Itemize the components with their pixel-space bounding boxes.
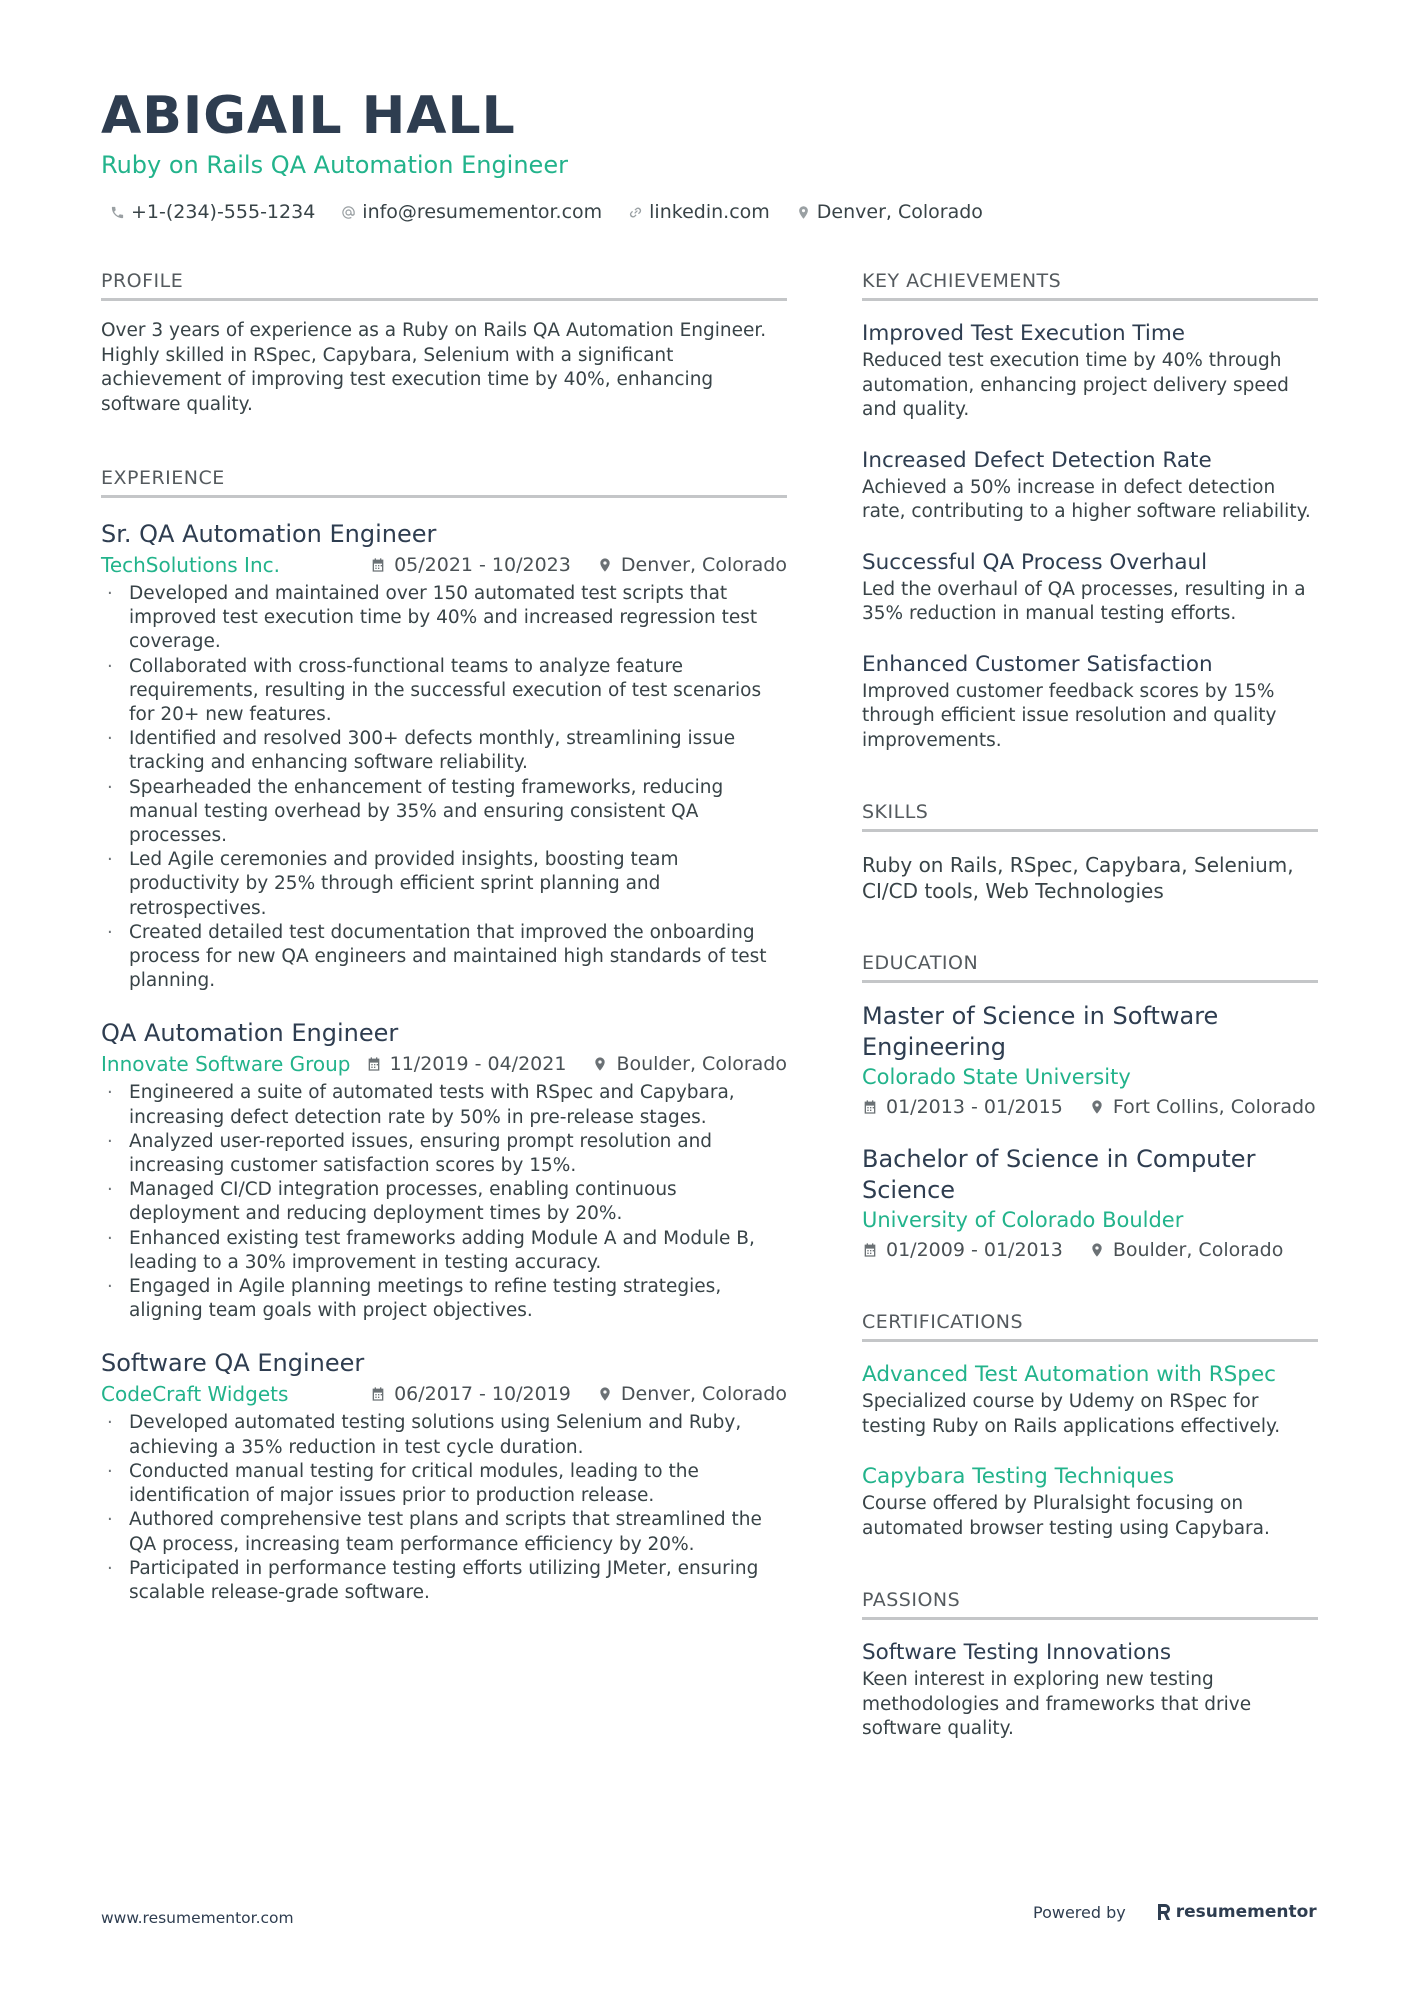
list-item: · Identified and resolved 300+ defects monthly, streamlining issue tracking and enhancing software reliability. (101, 727, 787, 775)
job-meta (101, 550, 787, 580)
job-meta (101, 1049, 787, 1079)
list-item: · Conducted manual testing for critical modules, leading to the identification of major issues prior to production release. (101, 1460, 787, 1508)
passions-section (862, 1587, 1318, 1742)
job-bullets (101, 582, 787, 993)
experience-heading: EXPERIENCE (101, 465, 787, 498)
achievements-heading: KEY ACHIEVEMENTS (862, 268, 1318, 301)
list-item: · Spearheaded the enhancement of testing frameworks, reducing manual testing overhead by 35% and ensuring consistent QA processes. (101, 776, 787, 849)
achievement-title: Enhanced Customer Satisfaction (862, 651, 1213, 677)
education-dates (862, 1092, 1063, 1122)
brand-logo[interactable] (1156, 1902, 1317, 1922)
contact-location (796, 198, 983, 226)
job-title: QA Automation Engineer (101, 1019, 399, 1048)
list-item: · Participated in performance testing efforts utilizing JMeter, ensuring scalable release-grade software. (101, 1557, 787, 1605)
calendar-icon (370, 1386, 386, 1402)
achievement-item (862, 446, 1318, 525)
job-dates (370, 1379, 571, 1409)
job-dates-text: 05/2021 - 10/2023 (394, 554, 571, 576)
profile-section (101, 268, 787, 417)
skills-section (862, 799, 1318, 904)
education-location (1089, 1235, 1284, 1265)
achievement-item (862, 650, 1318, 754)
footer-branding (1033, 1902, 1317, 1922)
list-item: · Engineered a suite of automated tests with RSpec and Capybara, increasing defect detection rate by 50% in pre-release stages. (101, 1081, 787, 1129)
job-location-text: Boulder, Colorado (616, 1053, 787, 1076)
education-dates (862, 1235, 1063, 1265)
job-dates-text: 11/2019 - 04/2021 (389, 1053, 567, 1076)
email-text: info@resumementor.com (362, 201, 603, 223)
map-pin-icon (1089, 1099, 1105, 1115)
education-item (862, 1001, 1318, 1122)
list-item: · Developed and maintained over 150 automated test scripts that improved test execution time by 40% and increased regression test coverage. (101, 582, 787, 655)
job-bullets (101, 1081, 787, 1323)
education-meta (862, 1092, 1318, 1122)
education-heading: EDUCATION (862, 950, 1318, 983)
at-sign-icon (341, 205, 356, 220)
experience-entry (101, 1347, 787, 1605)
job-title: Sr. QA Automation Engineer (101, 520, 437, 548)
passion-item (862, 1638, 1318, 1742)
achievement-title: Successful QA Process Overhaul (862, 549, 1208, 575)
job-dates-text: 06/2017 - 10/2019 (394, 1383, 571, 1406)
list-item: · Created detailed test documentation that improved the onboarding process for new QA engineers and maintained high standards of test planning. (101, 921, 787, 994)
certification-desc: Course offered by Pluralsight focusing on automated browser testing using Capybara. (862, 1493, 1270, 1539)
achievement-desc: Reduced test execution time by 40% through automation, enhancing project delivery speed and quality. (862, 350, 1289, 420)
candidate-name: ABIGAIL HALL (101, 86, 516, 146)
certification-desc: Specialized course by Udemy on RSpec for testing Ruby on Rails applications effectively. (862, 1391, 1281, 1437)
education-location (1089, 1092, 1316, 1122)
candidate-title: Ruby on Rails QA Automation Engineer (101, 151, 568, 179)
certifications-section (862, 1309, 1318, 1541)
footer-website[interactable]: www.resumementor.com (101, 1909, 294, 1927)
job-dates (366, 1049, 567, 1079)
education-dates-text: 01/2009 - 01/2013 (886, 1239, 1063, 1261)
education-meta (862, 1235, 1318, 1265)
list-item: · Developed automated testing solutions using Selenium and Ruby, achieving a 35% reduction in test cycle duration. (101, 1411, 787, 1459)
phone-text: +1-(234)-555-1234 (131, 201, 316, 223)
calendar-icon (862, 1099, 878, 1115)
list-item: · Enhanced existing test frameworks adding Module A and Module B, leading to a 30% improvement in testing accuracy. (101, 1227, 787, 1275)
list-item: · Collaborated with cross-functional teams to analyze feature requirements, resulting in the successful execution of test scenarios for 20+ new features. (101, 655, 787, 728)
map-pin-icon (796, 205, 811, 220)
job-location-text: Denver, Colorado (620, 1383, 787, 1406)
achievements-section (862, 268, 1318, 753)
list-item: · Authored comprehensive test plans and scripts that streamlined the QA process, increasing team performance efficiency by 20%. (101, 1508, 787, 1556)
school-name: University of Colorado Boulder (862, 1208, 1184, 1232)
left-column (101, 268, 787, 1605)
school-name: Colorado State University (862, 1065, 1131, 1089)
experience-entry (101, 518, 787, 993)
contact-email[interactable] (341, 198, 602, 226)
company-name: Innovate Software Group (101, 1052, 351, 1077)
calendar-icon (862, 1242, 878, 1258)
skills-text: Ruby on Rails, RSpec, Capybara, Selenium, CI/CD tools, Web Technologies (862, 853, 1294, 903)
profile-text: Over 3 years of experience as a Ruby on Rails QA Automation Engineer. Highly skilled in RSpec, Capybara, Selenium with a significant achievement of improving test execution time by 40%, enhancing software quality. (101, 320, 767, 415)
link-icon (628, 205, 643, 220)
list-item: · Led Agile ceremonies and provided insights, boosting team productivity by 25% through efficient sprint planning and retrospectives. (101, 848, 787, 921)
list-item: · Engaged in Agile planning meetings to refine testing strategies, aligning team goals with project objectives. (101, 1275, 787, 1323)
location-text: Denver, Colorado (816, 201, 983, 223)
achievement-desc: Achieved a 50% increase in defect detection rate, contributing to a higher software reliability. (862, 476, 1311, 522)
certification-item (862, 1360, 1318, 1439)
degree-title: Master of Science in Software Engineering (862, 1002, 1219, 1061)
achievement-desc: Improved customer feedback scores by 15% through efficient issue resolution and quality improvements. (862, 680, 1277, 751)
contact-linkedin[interactable] (628, 198, 770, 226)
certification-item (862, 1462, 1318, 1541)
contact-bar (110, 198, 1009, 226)
phone-icon (110, 205, 125, 220)
company-name: CodeCraft Widgets (101, 1382, 289, 1407)
resumementor-logo-icon (1156, 1902, 1172, 1922)
job-location (597, 1379, 787, 1409)
calendar-icon (366, 1056, 382, 1072)
achievement-item (862, 319, 1318, 423)
certification-title: Advanced Test Automation with RSpec (862, 1362, 1276, 1387)
achievement-item (862, 548, 1318, 627)
job-meta (101, 1379, 787, 1409)
list-item: · Managed CI/CD integration processes, enabling continuous deployment and reducing deployment times by 20%. (101, 1178, 787, 1226)
job-dates (370, 550, 571, 580)
calendar-icon (370, 557, 386, 573)
list-item: · Analyzed user-reported issues, ensuring prompt resolution and increasing customer satisfaction scores by 15%. (101, 1130, 787, 1178)
job-bullets (101, 1411, 787, 1605)
powered-by-text: Powered by (1033, 1902, 1126, 1922)
map-pin-icon (1089, 1242, 1105, 1258)
certifications-heading: CERTIFICATIONS (862, 1309, 1318, 1342)
education-dates-text: 01/2013 - 01/2015 (886, 1096, 1063, 1118)
education-location-text: Fort Collins, Colorado (1112, 1096, 1316, 1118)
job-location (592, 1049, 787, 1079)
profile-heading: PROFILE (101, 268, 787, 301)
experience-section (101, 465, 787, 1605)
education-item (862, 1144, 1318, 1265)
brand-name: resumementor (1175, 1902, 1317, 1922)
map-pin-icon (592, 1056, 608, 1072)
job-title: Software QA Engineer (101, 1349, 365, 1378)
certification-title: Capybara Testing Techniques (862, 1464, 1175, 1489)
right-column (862, 268, 1318, 1742)
linkedin-text: linkedin.com (649, 201, 770, 223)
contact-phone (110, 198, 315, 226)
achievement-desc: Led the overhaul of QA processes, resulting in a 35% reduction in manual testing efforts. (862, 578, 1306, 624)
map-pin-icon (597, 557, 613, 573)
company-name: TechSolutions Inc. (101, 553, 280, 577)
education-section (862, 950, 1318, 1265)
education-location-text: Boulder, Colorado (1112, 1239, 1284, 1261)
map-pin-icon (597, 1386, 613, 1402)
achievement-title: Increased Defect Detection Rate (862, 447, 1212, 473)
job-location-text: Denver, Colorado (620, 554, 787, 576)
passion-title: Software Testing Innovations (862, 1640, 1172, 1665)
job-location (597, 550, 787, 580)
achievement-title: Improved Test Execution Time (862, 321, 1186, 346)
skills-heading: SKILLS (862, 799, 1318, 832)
experience-entry (101, 1017, 787, 1323)
passions-heading: PASSIONS (862, 1587, 1318, 1620)
degree-title: Bachelor of Science in Computer Science (862, 1145, 1256, 1204)
passion-desc: Keen interest in exploring new testing methodologies and frameworks that drive software quality. (862, 1669, 1252, 1739)
